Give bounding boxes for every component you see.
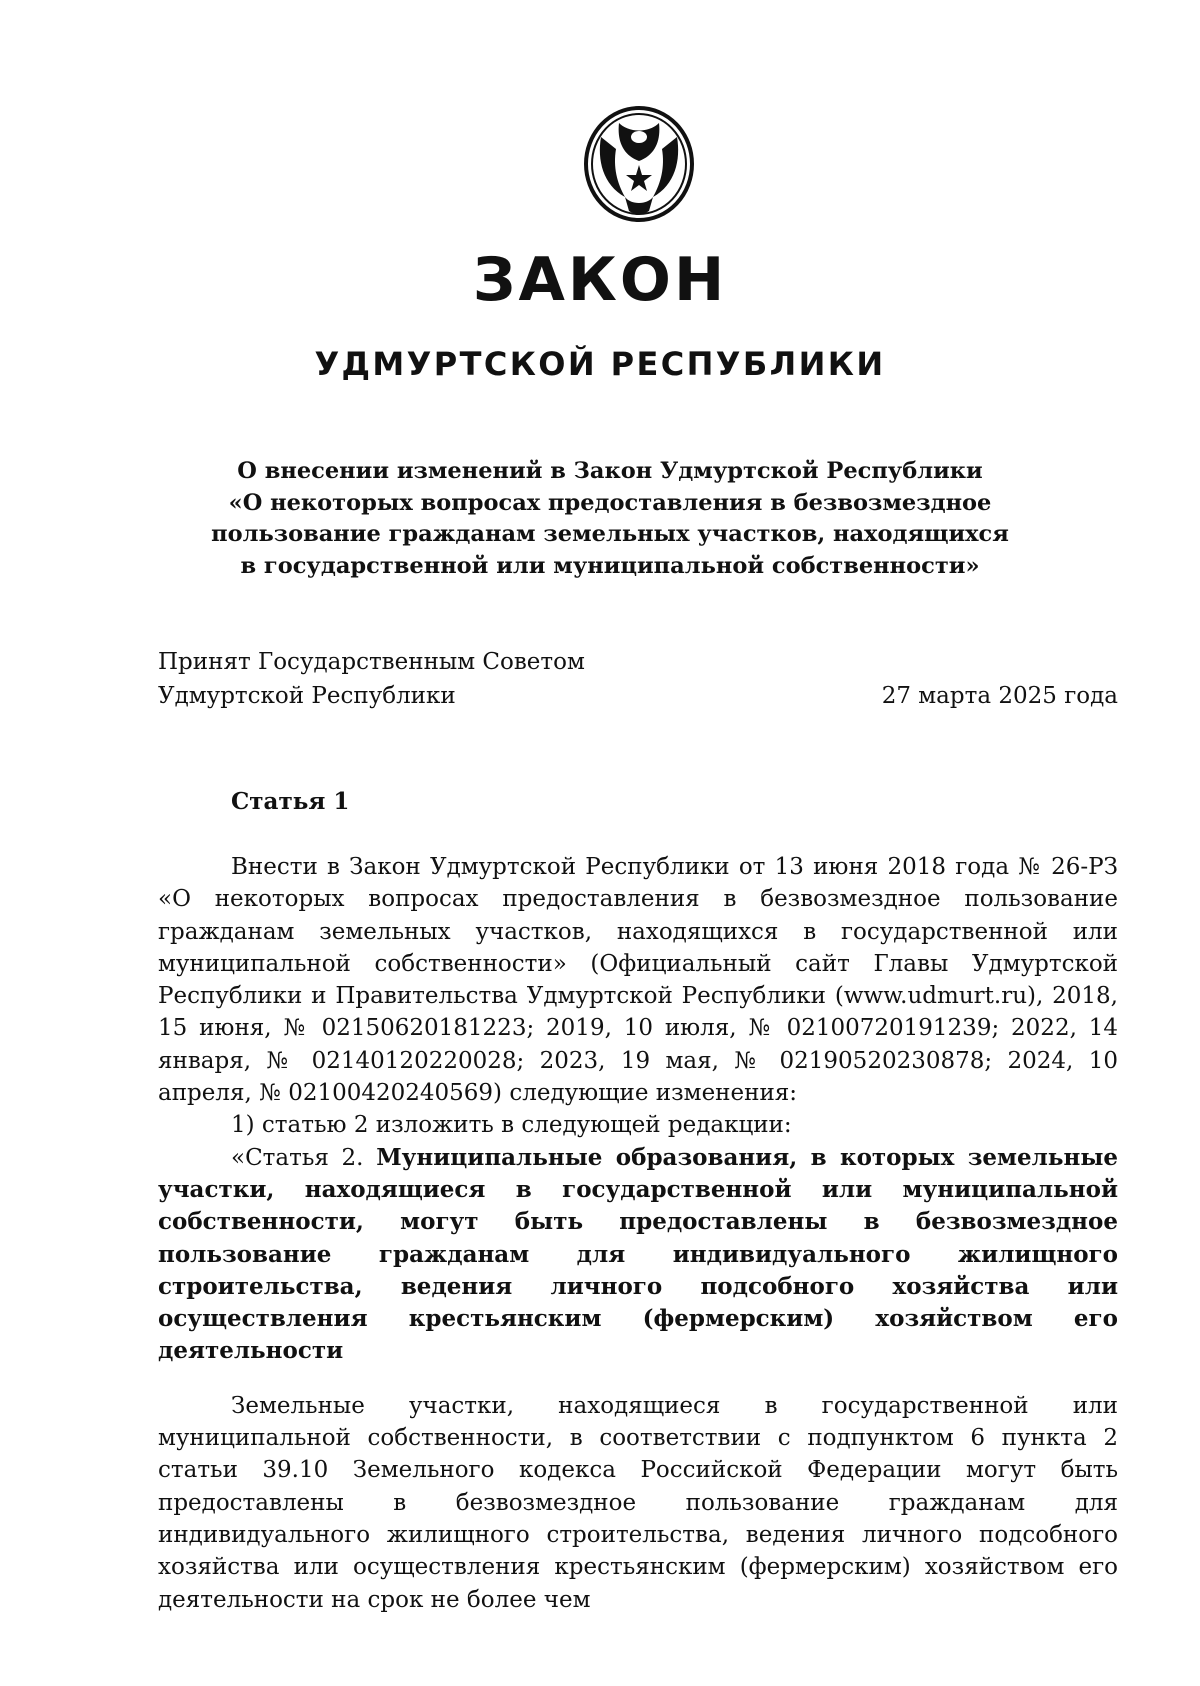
- law-subject: [210, 456, 1010, 582]
- coat-of-arms-icon: [583, 105, 695, 223]
- adopted-by-line1: Принят Государственным Советом: [158, 649, 585, 675]
- adoption-block: [158, 645, 1118, 713]
- subject-line: О внесении изменений в Закон Удмуртской Республики: [237, 458, 983, 484]
- new-article-text: Земельные участки, находящиеся в государственной или муниципальной собственности, в соответствии с подпунктом 6 пункта 2 статьи 39.10 Земельного кодекса Российской Федерации могут быть предоставлены в безвозмездное пользование гражданам для индивидуального жилищного строительства, ведения личного подсобного хозяйства или осуществления крестьянским (фермерским) хозяйством его деятельности на срок не более чем: [158, 1392, 1118, 1613]
- subject-line: «О некоторых вопросах предоставления в безвозмездное: [228, 489, 992, 516]
- new-article-heading: [158, 1142, 1118, 1368]
- article-body: [158, 851, 1118, 1616]
- intro-paragraph: Внести в Закон Удмуртской Республики от 13 июня 2018 года № 26-РЗ «О некоторых вопросах предоставления в безвозмездное пользование гражданам земельных участков, находящихся в государственной или муниципальной собственности» (Официальный сайт Главы Удмуртской Республики и Правительства Удмуртской Республики (www.udmurt.ru), 2018, 15 июня, № 02150620181223; 2019, 10 июля, № 02100720191239; 2022, 14 января, № 02140120220028; 2023, 19 мая, № 02190520230878; 2024, 10 апреля, № 02100420240569) следующие изменения:: [158, 854, 1118, 1107]
- new-article-title: Муниципальные образования, в которых земельные участки, находящиеся в государственной или муниципальной собственности, могут быть предоставлены в безвозмездное пользование гражданам для индивидуального жилищного строительства, ведения личного подсобного хозяйства или осуществления крестьянским (фермерским) хозяйством его деятельности: [158, 1143, 1119, 1365]
- adoption-date: 27 марта 2025 года: [881, 683, 1118, 709]
- adopted-by-line2: Удмуртской Республики: [158, 683, 456, 709]
- subject-line: в государственной или муниципальной собственности»: [240, 552, 980, 579]
- item-1: 1) статью 2 изложить в следующей редакции:: [231, 1112, 792, 1139]
- law-subtitle: УДМУРТСКОЙ РЕСПУБЛИКИ: [314, 345, 886, 383]
- law-title: ЗАКОН: [472, 245, 728, 315]
- subject-line: пользование гражданам земельных участков, находящихся: [211, 521, 1009, 547]
- new-article-prefix: «Статья 2.: [231, 1144, 364, 1171]
- article-heading: Статья 1: [231, 788, 350, 815]
